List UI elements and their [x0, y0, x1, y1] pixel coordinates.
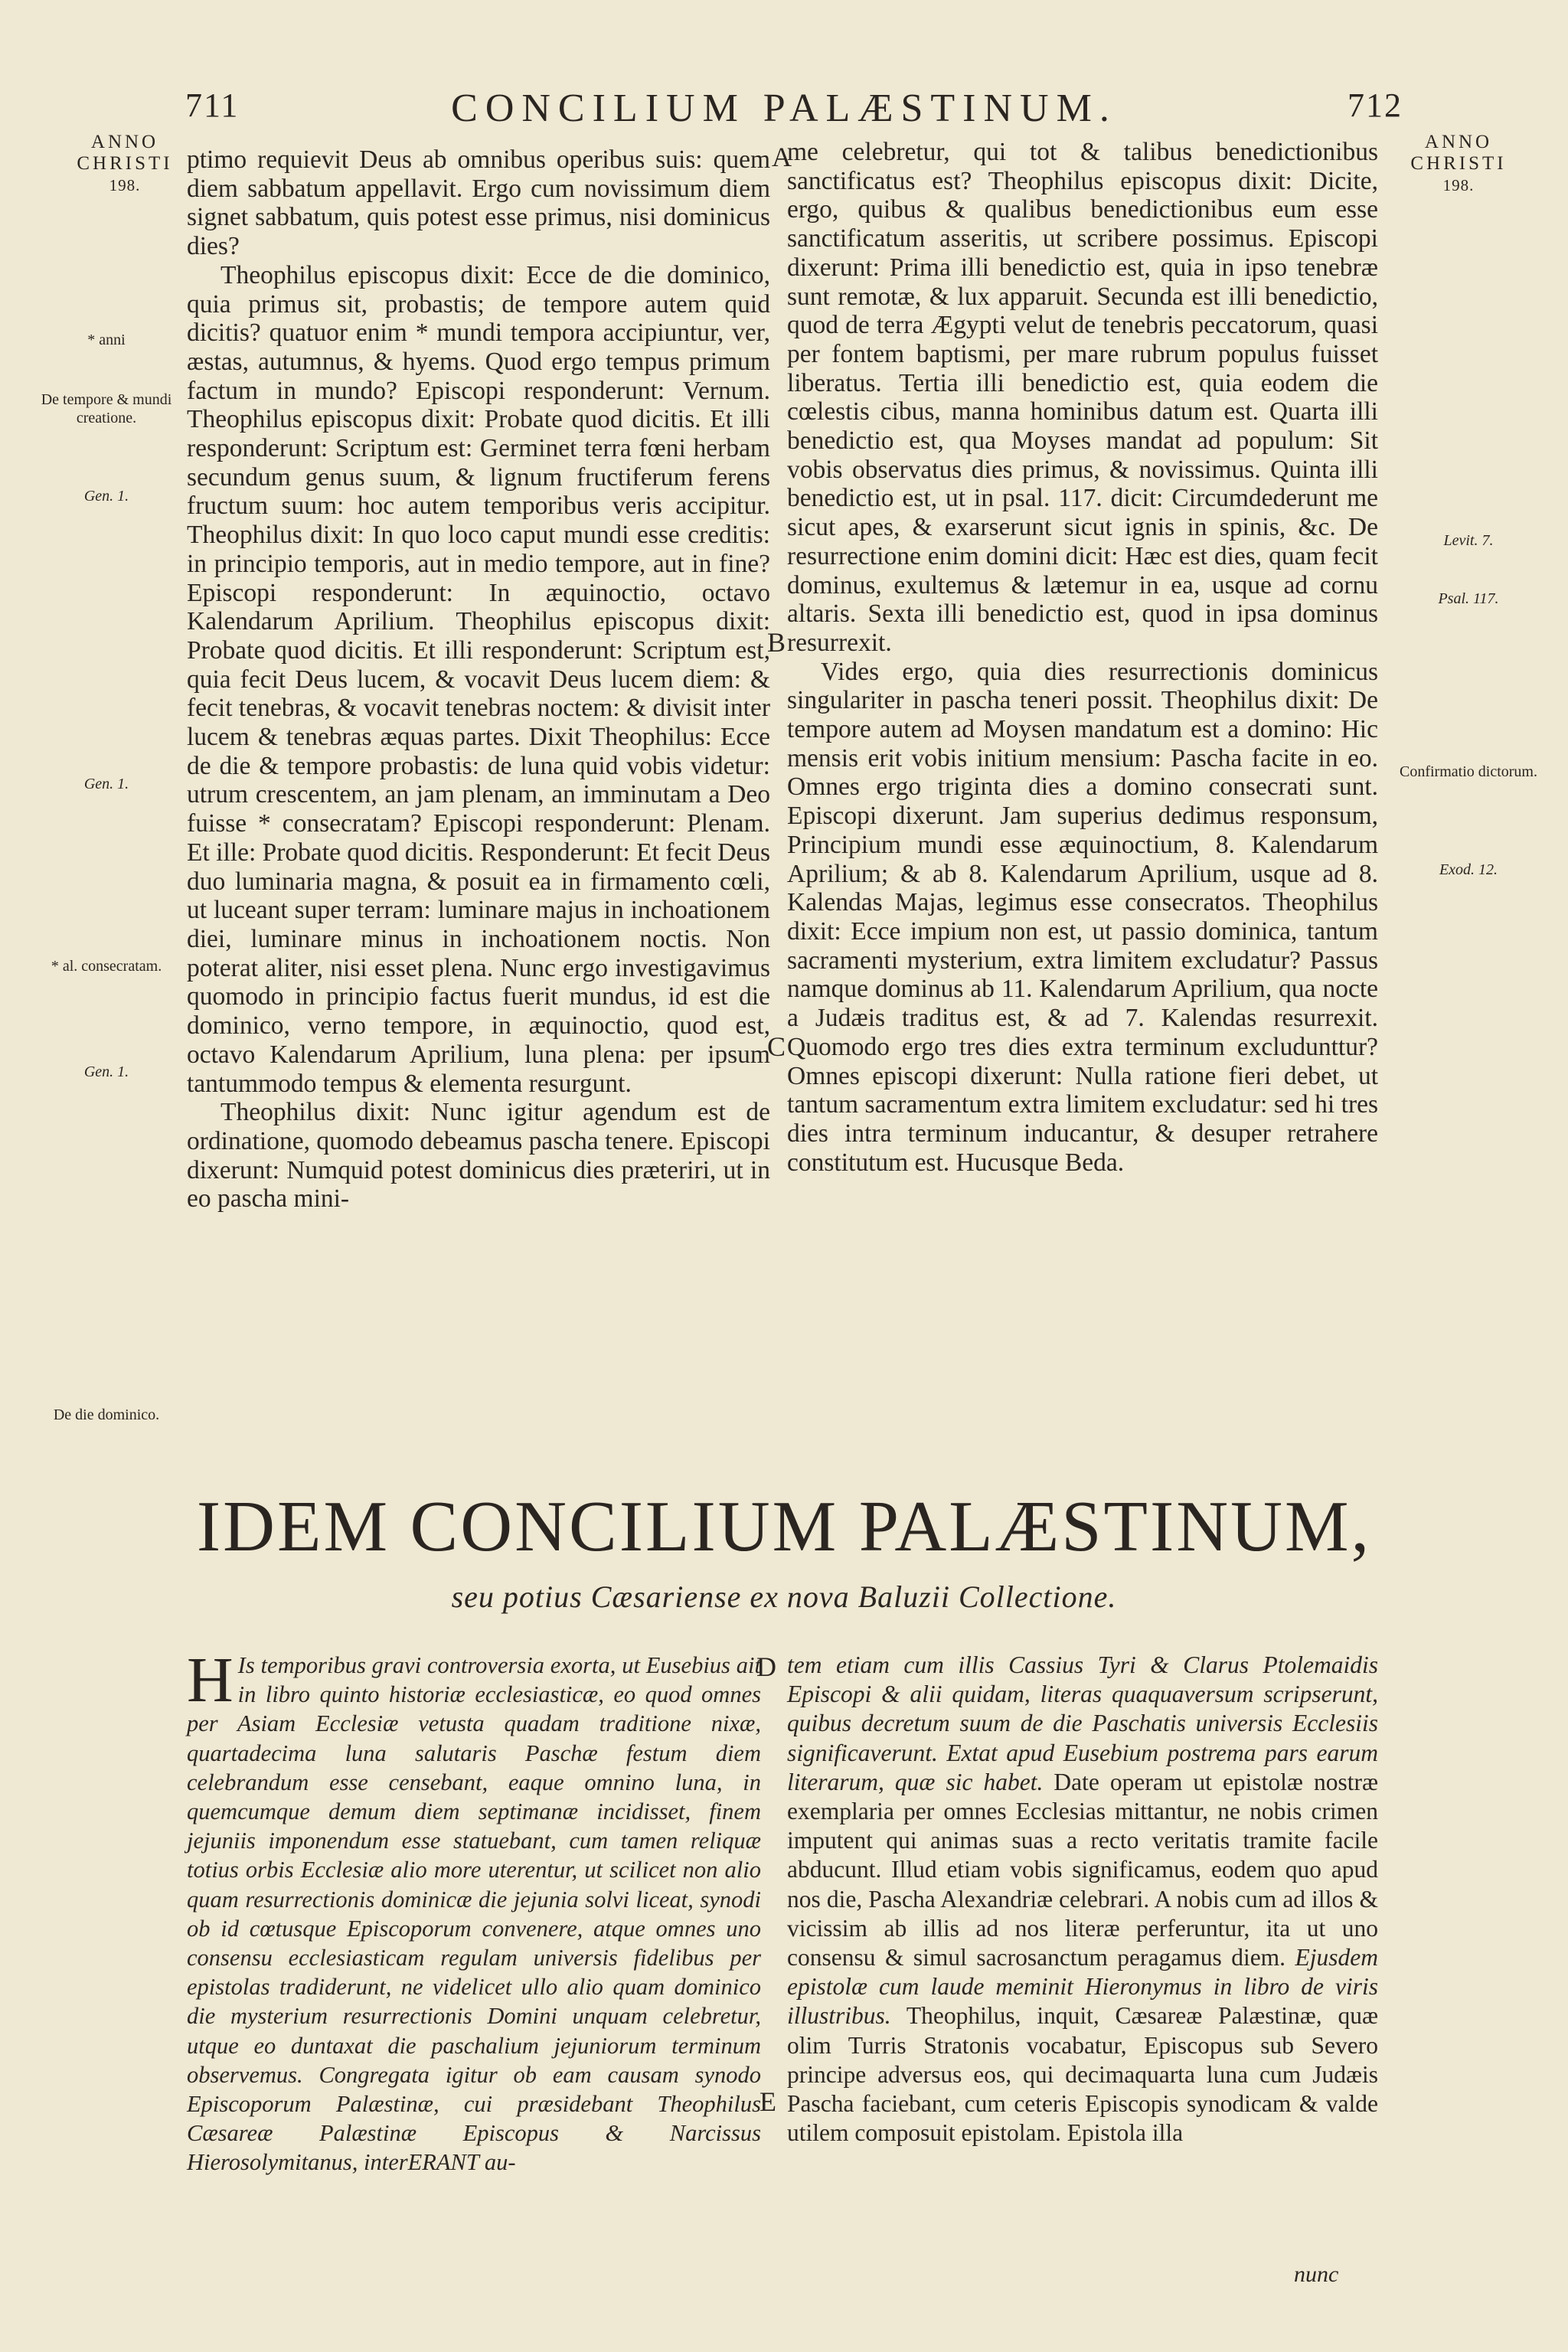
section-letter-e: E: [760, 2086, 776, 2117]
margin-note-consecratam: * al. consecratam.: [51, 958, 162, 975]
catchword: nunc: [1294, 2262, 1339, 2287]
anno-christi-left: [60, 132, 190, 196]
body-column-left: [187, 1645, 761, 2177]
section-subtitle: seu potius Cæsariense ex nova Baluzii Collectione.: [451, 1579, 1117, 1614]
section-title: IDEM CONCILIUM PALÆSTINUM,: [196, 1487, 1372, 1566]
paragraph-tail: Theophilus, inquit, Cæsareæ Palæstinæ, quæ olim Turris Stratonis vocabatur, Episcopus sub Severo principe adversus eos, qui decimaquarta luna cum Judæis Pascha faciebant, cum ceteris Episcopis synodicam & valde utilem composuit epistolam. Epistola illa: [787, 2002, 1378, 2147]
section-letter-c: C: [767, 1031, 786, 1062]
margin-note-confirmatio: Confirmatio dictorum.: [1400, 763, 1537, 780]
paragraph: Theophilus dixit: Nunc igitur agendum est de ordinatione, quomodo debeamus pascha tenere. Episcopi dixerunt: Numquid potest dominicus dies præteriri, ut in eo pascha mini-: [187, 1098, 770, 1214]
paragraph: Is temporibus gravi controversia exorta, ut Eusebius ait in libro quinto historiæ ecclesiasticæ, eo quod omnes per Asiam Ecclesiæ vetusta quadam traditione nixæ, quartadecima luna salutaris Paschæ festum diem celebrandum esse censebant, eaque omnino luna, in quemcumque demum diem septimanæ incidisset, finem jejuniis imponendum esse statuebant, cum tamen reliquæ totius orbis Ecclesiæ alio more uterentur, ut scilicet non alio quam resurrectionis dominicæ die jejunia solvi liceat, synodi ob id cœtusque Episcoporum convenere, atque omnes uno consensu ecclesiasticam regulam universis fidelibus per epistolas tradiderunt, ne videlicet ullo alio quam dominico die mysterium resurrectionis Domini unquam celebretur, utque eo duntaxat die paschalium jejuniorum terminum observemus. Congregata igitur ob eam causam synodo Episcoporum Palæstinæ, cui præsidebant Theophilus Cæsareæ Palæstinæ Episcopus & Narcissus Hierosolymitanus, interERANT au-: [187, 1652, 761, 2176]
paragraph-italic: tem etiam cum illis Cassius Tyri & Clarus Ptolemaidis Episcopi & alii quidam, literas quaquaversum scripserunt, quibus decretum suum de die Paschatis universis Ecclesiis significaverunt. Extat apud Eusebium postrema pars earum literarum, quæ sic habet.: [787, 1651, 1378, 1795]
anno-label: ANNO: [90, 132, 159, 152]
margin-note-gen-1c: Gen. 1.: [83, 1063, 129, 1080]
paragraph: me celebretur, qui tot & talibus benedictionibus sanctificatus est? Theophilus episcopus dixit: Dicite, ergo, quibus & qualibus benedictionibus eum esse sanctificatum asseritis, ut scribere possimus. Episcopi dixerunt: Prima illi benedictio est, quia in ipso tenebræ sunt remotæ, & lux apparuit. Secunda est illi benedictio, quod de terra Ægypti velut de tenebris peccatorum, quasi per fontem baptismi, per mare rubrum populus fuisset liberatus. Tertia illi benedictio est, quia eodem die cœlestis cibus, manna hominibus datum est. Quarta illi benedictio est, qua Moyses mandat ad populum: Sit vobis observatus dies primus, & novissimus. Quinta illi benedictio est, ut in psal. 117. dicit: Circumdederunt me sicut apes, & exarserunt sicut ignis in spinis, &c. De resurrectione enim domini dicit: Hæc est dies, quam fecit dominus, exultemus & lætemur in ea, usque ad cornu altaris. Sexta illi benedictio est, quod in ipsa dominus resurrexit.: [787, 138, 1378, 657]
margin-note-gen-1a: Gen. 1.: [83, 488, 129, 505]
year-label: 198.: [1442, 176, 1475, 194]
paragraph: Date operam ut epistolæ nostræ exemplaria per omnes Ecclesias mittantur, ne nobis crimen imputent qui animas suas a recto veritatis tramite facile abducunt. Illud etiam vobis significamus, eodem quo apud nos die, Pascha Alexandriæ celebrari. A nobis cum ad illos & vicissim ab illis ad nos literæ perferuntur, ita ut uno consensu & simul sacrosanctum peragamus diem.: [787, 1768, 1378, 1971]
text-column-left: [187, 145, 770, 1214]
section-letter-a: A: [772, 142, 792, 172]
margin-note-exod: Exod. 12.: [1439, 861, 1498, 878]
margin-note-psal: Psal. 117.: [1438, 590, 1499, 607]
anno-label: ANNO: [1424, 132, 1493, 152]
margin-note-levit: Levit. 7.: [1443, 532, 1494, 549]
section-letter-b: B: [767, 627, 786, 658]
section-letter-d: D: [756, 1651, 776, 1682]
paragraph: ptimo requievit Deus ab omnibus operibus suis: quem diem sabbatum appellavit. Ergo cum novissimum diem signet sabbatum, quis potest esse primus, nisi dominicus dies?: [187, 145, 770, 261]
margin-note-de-tempore: De tempore & mundi creatione.: [41, 391, 172, 426]
christi-label: CHRISTI: [77, 153, 173, 174]
text-column-right: [787, 138, 1378, 1177]
margin-note-de-die-dominico: De die dominico.: [53, 1406, 160, 1423]
paragraph: Theophilus episcopus dixit: Ecce de die dominico, quia primus sit, probastis; de tempore autem quid dicitis? quatuor enim * mundi tempora accipiuntur, ver, æstas, autumnus, & hyems. Quod ergo tempus primum factum in mundo? Episcopi responderunt: Vernum. Theophilus episcopus dixit: Probate quod dicitis. Et illi responderunt: Scriptum est: Germinet terra fœni herbam secundum genus suum, & lignum fructiferum ferens fructum suum: hoc autem temporibus veris accipitur. Theophilus dixit: In quo loco caput mundi esse creditis: in principio temporis, aut in medio tempore, aut in fine? Episcopi responderunt: In æquinoctio, octavo Kalendarum Aprilium. Theophilus episcopus dixit: Probate quod dicitis. Et illi responderunt: Scriptum est, quia fecit Deus lucem, & vocavit Deus lucem diem: & fecit tenebras, & vocavit tenebras noctem: & divisit inter lucem & tenebras æquas partes. Dixit Theophilus: Ecce de die & tempore probastis: de luna quid vobis videtur: utrum crescentem, an jam plenam, an imminutam a Deo fuisse * consecratam? Episcopi responderunt: Plenam. Et ille: Probate quod dicitis. Responderunt: Et fecit Deus duo luminaria magna, & posuit ea in firmamento cœli, ut luceant super terram: luminare majus in inchoationem diei, luminare minus in inchoationem noctis. Non poterat aliter, nisi esset plena. Nunc ergo investigavimus quomodo in principio factus fuerit mundus, id est die dominico, verno tempore, in æquinoctio, quod est, octavo Kalendarum Aprilium, luna plena: per ipsum tantummodo tempus & elementa resurgunt.: [187, 260, 770, 1098]
paragraph-italic-2: Ejusdem epistolæ cum laude meminit Hieronymus in libro de viris illustribus.: [787, 1944, 1379, 2030]
page-number-left: 711: [185, 87, 240, 124]
body-column-right: [787, 1651, 1378, 2148]
paragraph: Vides ergo, quia dies resurrectionis dominicus singulariter in pascha teneri possit. Theophilus dixit: De tempore autem ad Moysen mandatum est a domino: Hic mensis erit vobis initium mensium: Pascha facite in eo. Omnes ergo triginta dies a domino consecrati sunt. Episcopi dixerunt. Jam superius dedimus responsum, Principium mundi esse æquinoctium, 8. Kalendarum Aprilium; & ab 8. Kalendarum Aprilium, usque ad 8. Kalendas Majas, legimus esse consecratos. Theophilus dixit: Ecce impium non est, ut passio dominica, tantum sacramenti mysterium, extra limitem excludatur? Passus namque dominus ab 11. Kalendarum Aprilium, qua nocte a Judæis traditus est, & ad 7. Kalendas resurrexit. Quomodo ergo tres dies extra terminum excludunttur? Omnes episcopi dixerunt: Nulla ratione fieri debet, ut tantum sacramentum extra limitem excludatur: sed hi tres dies intra terminum inducantur, & desuper retrahere constitutum est. Hucusque Beda.: [787, 657, 1378, 1177]
drop-cap: H: [187, 1645, 234, 1716]
margin-note-anni: * anni: [87, 332, 126, 348]
running-title: CONCILIUM PALÆSTINUM.: [451, 87, 1117, 130]
year-label: 198.: [109, 176, 141, 194]
anno-christi-right: [1393, 132, 1524, 196]
page-number-right: 712: [1348, 87, 1403, 124]
christi-label: CHRISTI: [1410, 153, 1507, 174]
margin-note-gen-1b: Gen. 1.: [83, 776, 129, 792]
